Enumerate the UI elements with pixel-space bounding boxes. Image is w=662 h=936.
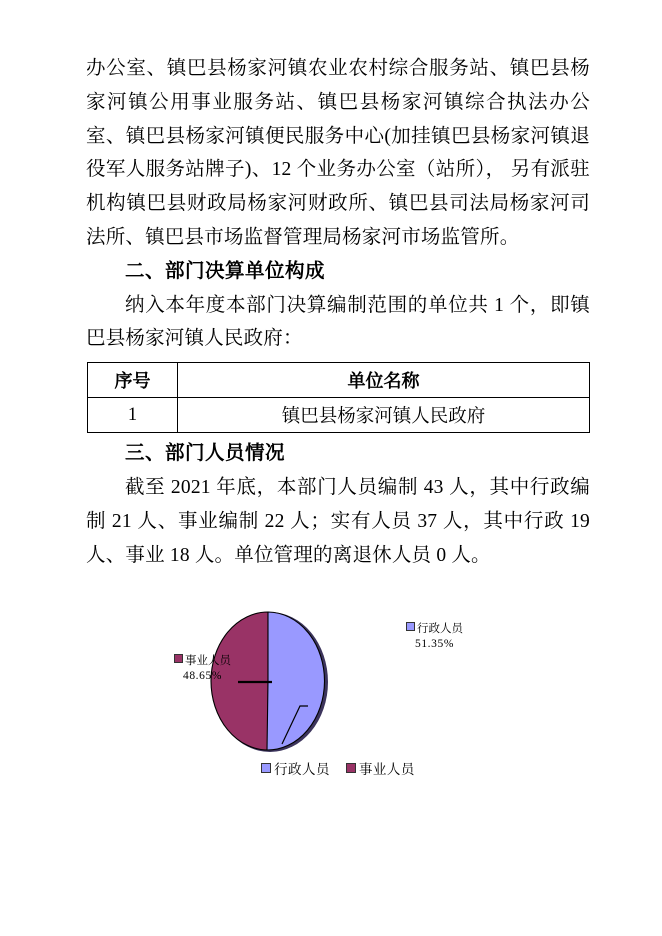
data-label-admin-percent: 51.35% [414,638,455,650]
legend-label-admin: 行政人员 [274,762,331,777]
table-header-seq: 序号 [88,363,178,398]
heading-section-three: 三、部门人员情况 [125,442,286,465]
data-label-shiye-percent: 48.65% [182,670,223,682]
heading-section-two: 二、部门决算单位构成 [125,259,326,282]
chart-legend [86,758,590,778]
legend-item-admin [261,758,330,778]
table-row [88,398,590,433]
table-header-row [88,363,590,398]
data-label-admin-swatch [406,622,415,631]
legend-label-shiye: 事业人员 [358,762,415,777]
data-label-admin [406,622,463,652]
legend-swatch-shiye [346,763,356,773]
personnel-pie-chart [86,596,590,796]
data-label-admin-name: 行政人员 [417,623,463,635]
table-header-unit-name: 单位名称 [178,363,590,398]
data-label-shiye [174,654,231,684]
document-body [86,52,590,572]
table-cell-seq: 1 [88,398,178,433]
data-label-shiye-name: 事业人员 [185,655,231,667]
paragraph-department-composition: 办公室、镇巴县杨家河镇农业农村综合服务站、镇巴县杨家河镇公用事业服务站、镇巴县杨家河镇综合执法办公室、镇巴县杨家河镇便民服务中心(加挂镇巴县杨家河镇退役军人服务站牌子)、12 个业务办公室（站所）， 另有派驻机构镇巴县财政局杨家河财政所、镇巴县司法局杨家河司法所、镇巴县市场监督管理局杨家河市场监管所。 [86,58,590,248]
paragraph-section-three: 截至 2021 年底，本部门人员编制 43 人，其中行政编制 21 人、事业编制 22 人；实有人员 37 人，其中行政 19 人、事业 18 人。单位管理的离退休人员 0 人。 [86,476,590,566]
legend-swatch-admin [261,763,271,773]
data-label-shiye-swatch [174,654,183,663]
table-cell-unit-name: 镇巴县杨家河镇人民政府 [178,398,590,433]
legend-item-shiye [346,758,415,778]
paragraph-section-two: 纳入本年度本部门决算编制范围的单位共 1 个，即镇巴县杨家河镇人民政府： [86,294,590,350]
pie-slice-admin [267,612,325,750]
unit-composition-table [87,362,590,433]
